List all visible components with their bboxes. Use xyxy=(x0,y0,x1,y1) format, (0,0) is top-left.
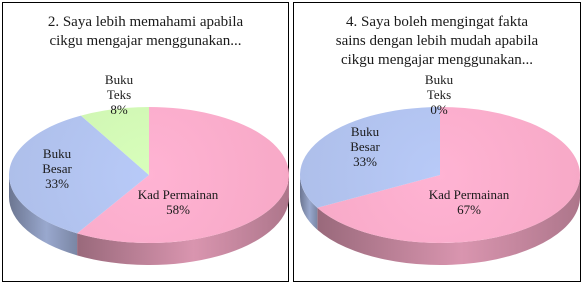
data-label-value: 33% xyxy=(45,176,69,191)
pie-chart xyxy=(3,3,290,283)
pie-chart xyxy=(294,3,582,283)
data-label-name: Buku xyxy=(42,146,72,161)
data-label xyxy=(42,146,72,191)
chart-panel-1 xyxy=(2,2,289,282)
data-label-name: Kad Permainan xyxy=(137,187,219,202)
data-label-name: Teks xyxy=(106,87,132,102)
chart-panel-2 xyxy=(293,2,581,282)
data-label-value: 67% xyxy=(457,202,481,217)
chart-title-line: cikgu mengajar menggunakan... xyxy=(340,52,534,68)
data-label-name: Buku xyxy=(350,124,380,139)
chart-title-line: cikgu mengajar menggunakan... xyxy=(49,33,242,49)
data-label-name: Besar xyxy=(350,139,380,154)
data-label-value: 33% xyxy=(353,154,377,169)
data-label-name: Buku xyxy=(424,72,454,87)
data-label-name: Teks xyxy=(426,87,452,102)
data-label xyxy=(350,124,380,169)
data-label-name: Buku xyxy=(104,72,134,87)
data-label-name: Kad Permainan xyxy=(428,187,510,202)
chart-title-line: 2. Saya lebih memahami apabila xyxy=(47,14,244,30)
data-label-value: 8% xyxy=(110,102,128,117)
data-label-name: Besar xyxy=(42,161,72,176)
data-label-value: 58% xyxy=(166,202,190,217)
chart-title-line: 4. Saya boleh mengingat fakta xyxy=(345,14,529,30)
data-label-value: 0% xyxy=(430,102,448,117)
chart-title-line: sains dengan lebih mudah apabila xyxy=(335,33,539,49)
